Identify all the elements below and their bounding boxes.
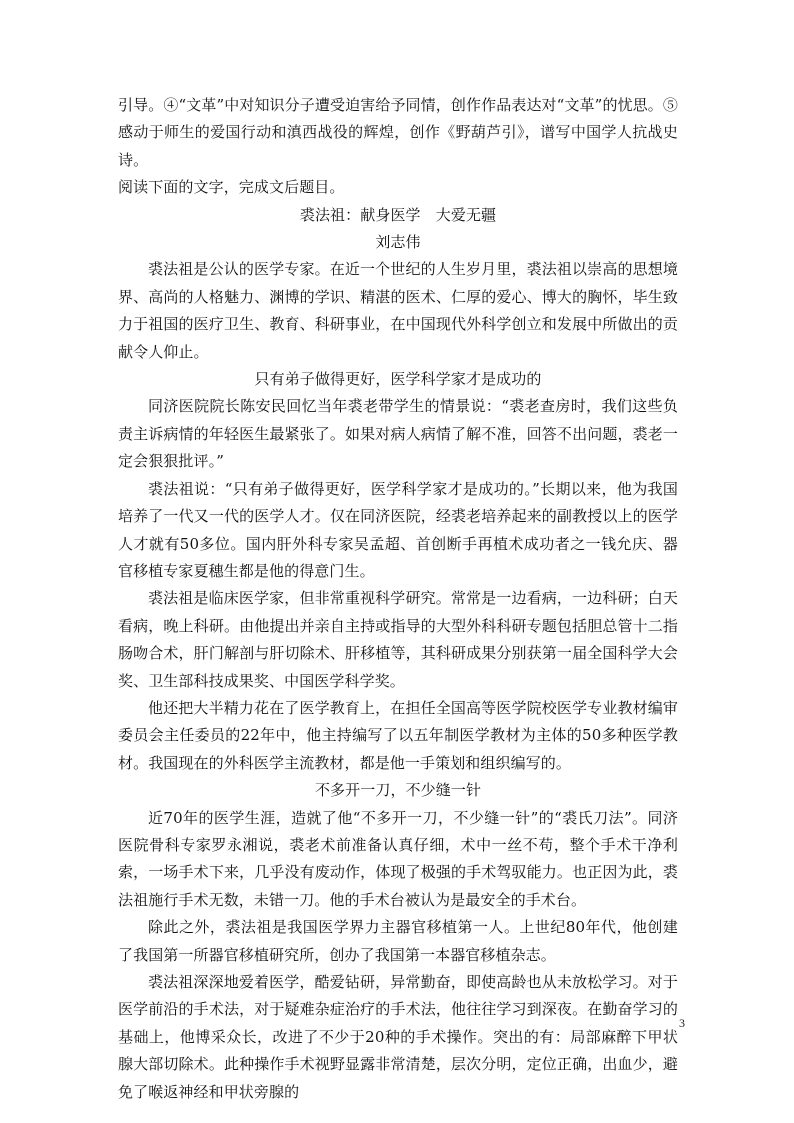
page-number: 3	[679, 1016, 685, 1030]
author: 刘志伟	[375, 233, 421, 252]
document-body	[118, 92, 678, 1106]
paragraph: 裘法祖深深地爱着医学，酷爱钻研，异常勤奋，即使高龄也从未放松学习。对于医学前沿的手术法，对于疑难杂症治疗的手术法，他往往学习到深夜。在勤奋学习的基础上，他博采众长，改进了不少于20种的手术操作。突出的有：局部麻醉下甲状腺大部切除术。此种操作手术视野显露非常清楚，层次分明，定位正确，出血少，避免了喉返神经和甲状旁腺的	[118, 973, 678, 1101]
section-heading: 不多开一刀，不少缝一针	[314, 781, 482, 800]
paragraph: 裘法祖是公认的医学专家。在近一个世纪的人生岁月里，裘法祖以崇高的思想境界、高尚的人格魅力、渊博的学识、精湛的医术、仁厚的爱心、博大的胸怀，毕生致力于祖国的医疗卫生、教育、科研事业，在中国现代外科学创立和发展中所做出的贡献令人仰止。	[118, 260, 678, 361]
paragraph: 同济医院院长陈安民回忆当年裘老带学生的情景说：“裘老查房时，我们这些负责主诉病情的年轻医生最紧张了。如果对病人病情了解不准，回答不出问题，裘老一定会狠狠批评。”	[118, 397, 678, 471]
paragraph: 他还把大半精力花在了医学教育上，在担任全国高等医学院校医学专业教材编审委员会主任委员的22年中，他主持编写了以五年制医学教材为主体的50多种医学教材。我国现在的外科医学主流教材，都是他一手策划和组织编写的。	[118, 698, 678, 772]
intro-line: 引导。④“文革”中对知识分子遭受迫害给予同情，创作作品表达对“文革”的忧思。⑤感动于师生的爱国行动和滇西战役的辉煌，创作《野葫芦引》，谱写中国学人抗战史诗。	[118, 96, 678, 169]
paragraph: 裘法祖说：“只有弟子做得更好，医学科学家才是成功的。”长期以来，他为我国培养了一代又一代的医学人才。仅在同济医院，经裘老培养起来的副教授以上的医学人才就有50多位。国内肝外科专家吴孟超、首创断手再植术成功者之一钱允庆、器官移植专家夏穗生都是他的得意门生。	[118, 479, 678, 580]
paragraph: 除此之外，裘法祖是我国医学界力主器官移植第一人。上世纪80年代，他创建了我国第一所器官移植研究所，创办了我国第一本器官移植杂志。	[118, 918, 678, 964]
paragraph: 裘法祖是临床医学家，但非常重视科学研究。常常是一边看病，一边科研；白天看病，晚上科研。由他提出并亲自主持或指导的大型外科科研专题包括胆总管十二指肠吻合术，肝门解剖与肝切除术、肝移植等，其科研成果分别获第一届全国科学大会奖、卫生部科技成果奖、中国医学科学奖。	[118, 589, 678, 690]
paragraph: 近70年的医学生涯，造就了他“不多开一刀，不少缝一针”的“裘氏刀法”。同济医院骨科专家罗永湘说，裘老术前准备认真仔细，术中一丝不苟，整个手术干净利索，一场手术下来，几乎没有废动作，体现了极强的手术驾驭能力。也正因为此，裘法祖施行手术无数，未错一刀。他的手术台被认为是最安全的手术台。	[118, 808, 678, 909]
instruction: 阅读下面的文字，完成文后题目。	[118, 178, 345, 197]
section-heading: 只有弟子做得更好，医学科学家才是成功的	[254, 370, 542, 389]
article-title: 裘法祖：献身医学 大爱无疆	[299, 205, 497, 224]
